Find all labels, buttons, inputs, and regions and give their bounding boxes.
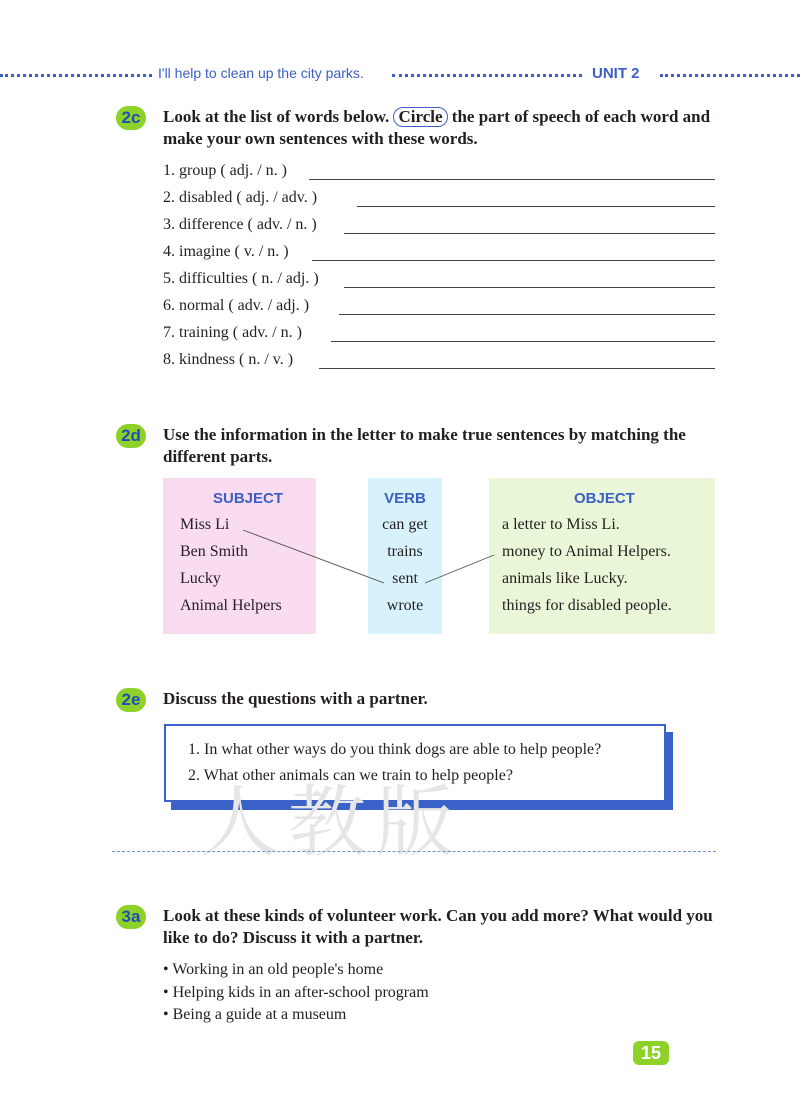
verb-cell: trains <box>387 543 423 560</box>
instruction-2c-post: the part of speech of each word and make your own sentences with these words. <box>163 107 711 148</box>
list-item: 1. group ( adj. / n. ) <box>163 162 287 179</box>
verb-cell: can get <box>382 516 428 533</box>
instruction-2c-pre: Look at the list of words below. <box>163 107 390 126</box>
discussion-question: 1. In what other ways do you think dogs are able to help people? <box>188 741 602 758</box>
badge-2e: 2e <box>116 688 146 712</box>
object-cell: things for disabled people. <box>502 597 672 614</box>
instruction-2e: Discuss the questions with a partner. <box>163 689 428 708</box>
subject-cell: Animal Helpers <box>180 597 282 614</box>
subject-cell: Miss Li <box>180 516 230 533</box>
badge-3a: 3a <box>116 905 146 929</box>
list-item: 7. training ( adv. / n. ) <box>163 324 302 341</box>
match-line-missli-sent <box>243 530 384 583</box>
volunteer-item: • Working in an old people's home <box>163 961 384 978</box>
list-item: 4. imagine ( v. / n. ) <box>163 243 289 260</box>
watermark-mark: 人教版 <box>200 778 465 868</box>
instruction-3a: Look at these kinds of volunteer work. Can you add more? What would you like to do? Discuss it with a partner. <box>163 906 713 947</box>
subject-cell: Ben Smith <box>180 543 249 560</box>
match-line-sent-money <box>425 555 494 583</box>
volunteer-item: • Helping kids in an after-school program <box>163 984 429 1001</box>
circle-word: Circle <box>393 107 447 127</box>
verb-cell: sent <box>392 570 418 587</box>
volunteer-item: • Being a guide at a museum <box>163 1006 347 1023</box>
verb-cell: wrote <box>386 597 424 614</box>
object-cell: animals like Lucky. <box>502 570 628 587</box>
unit-label: UNIT 2 <box>592 65 640 82</box>
badge-2d: 2d <box>116 424 146 448</box>
badge-2c: 2c <box>116 106 146 130</box>
lesson-title: I'll help to clean up the city parks. <box>158 65 364 81</box>
object-cell: money to Animal Helpers. <box>502 543 671 560</box>
object-header: OBJECT <box>574 490 635 507</box>
discussion-question: 2. What other animals can we train to help people? <box>188 767 513 784</box>
object-cell: a letter to Miss Li. <box>502 516 620 533</box>
list-item: 5. difficulties ( n. / adj. ) <box>163 270 319 287</box>
list-item: 6. normal ( adv. / adj. ) <box>163 297 310 314</box>
list-item: 2. disabled ( adj. / adv. ) <box>163 189 318 206</box>
verb-header: VERB <box>384 490 426 507</box>
list-item: 3. difference ( adv. / n. ) <box>163 216 317 233</box>
page-number: 15 <box>633 1041 669 1065</box>
section-divider <box>112 851 716 852</box>
instruction-2d: Use the information in the letter to make true sentences by matching the different parts. <box>163 425 686 466</box>
subject-cell: Lucky <box>180 570 221 587</box>
subject-header: SUBJECT <box>213 490 284 507</box>
list-item: 8. kindness ( n. / v. ) <box>163 351 294 368</box>
